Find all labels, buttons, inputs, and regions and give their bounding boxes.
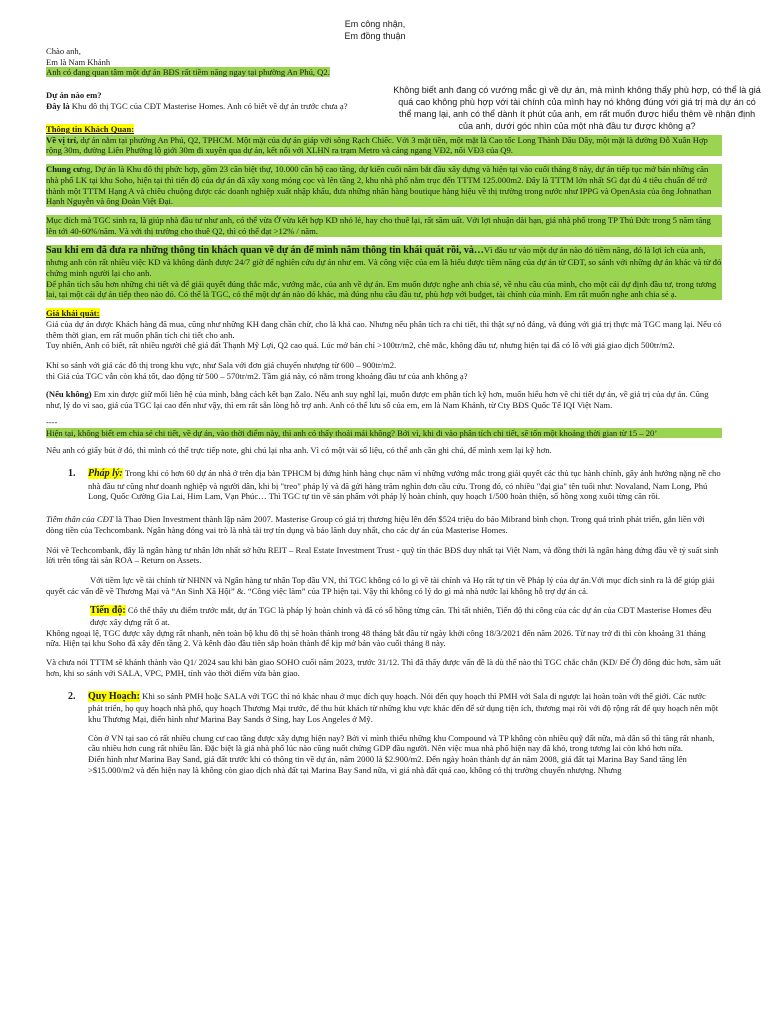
- no-case-lead: (Nếu không): [46, 389, 92, 400]
- purpose-text: Mục đích mà TGC sinh ra, là giúp nhà đầu tư như anh, có thể vừa Ở vừa kết hợp KD nhỏ lẻ, hay cho thuê lại, rất sầm uất. Với lợi nhuận dài hạn, giá nhà phố trong TP Thủ Đức trong 5 năm tăng lên tới 40-60%/năm. Và với thị trường cho thuê Q2, thì có thể đạt >12% / năm.: [46, 215, 722, 236]
- price-p3: Khi so sánh với giá các đô thị trong khu vực, như Sala với đơn giá chuyển nhượng từ 600 – 900tr/m2.: [46, 359, 397, 370]
- progress-section: [46, 605, 722, 679]
- document-body: [46, 124, 722, 776]
- info-section: [46, 124, 722, 156]
- legal-item: [46, 468, 722, 502]
- document-header: [320, 18, 430, 42]
- header-line-1: Em công nhận,: [344, 19, 406, 29]
- finance-p3: Với tiềm lực về tài chính từ NHNN và Ngân hàng tư nhân Top đầu VN, thì TGC không có lo gì về tài chính và Họ rất tự tin về Pháp lý của dự án.Với mục đích sinh ra là để giúp giải quyết các vấn đề về Thương Mại và “An Sinh Xã Hội” &. “Công việc làm” của TP hiện tại. Vậy thì không có lý do gì mà nhà nước lại không hỗ trợ dự án cả.: [46, 575, 715, 596]
- legal-number: 1.: [68, 468, 76, 480]
- purpose-section: [46, 215, 722, 236]
- price-section: [46, 308, 722, 381]
- intro-answer: Khu đô thị TGC của CĐT Masterise Homes. Anh có biết về dự án trước chưa ạ?: [71, 100, 348, 111]
- price-p4: thì Giá của TGC vẫn còn khá tốt, dao động từ 500 – 570tr/m2. Tầm giá này, có nằm trong khoảng đầu tư của anh không ạ?: [46, 370, 468, 381]
- planning-item: [46, 691, 722, 776]
- followup-text-2: Để phân tích sâu hơn những chi tiết và để giải quyết đúng thắc mắc, vướng mắc, của anh về dự án. Em muốn được nghe anh chia sẻ, về nhu cầu của mình, cho một cái dự định đầu tư, trong tương lai, tại một cái dự án tiếp theo nào đó. Có thể là TGC, có thể một dự án nào đó khác, mà đúng nhu cầu đầu tư, phù hợp với budget, tài chính của mình. Em rất muốn nghe anh chia sẻ ạ.: [46, 279, 722, 300]
- progress-text: Có thể thấy ưu điểm trước mắt, dự án TGC là pháp lý hoàn chỉnh và đã có sổ hồng từng căn. Thì tất nhiên, Tiến độ thi công của các dự án của CĐT Masterise Homes đều được xây dựng rất ổ at.: [90, 604, 712, 627]
- apartment-text: ng, Dự án là Khu đô thị phức hợp, gồm 23 căn biệt thự, 10.000 căn hộ cao tầng, dự kiến cuối năm bắt đầu xây dựng và hiện tại vào cuối tháng 8 này, dự án tiếp tục mở bán những căn nhà phố LK tại khu Soho, hiện tại thì tiến độ của dự án đã xây xong móng cọc và lên tầng 2, khu nhà phố nằm trục đến TTTM 125.000m2. Đây là TTTM lớn nhất SG đạt đủ 4 tiêu chuẩn để trở thành một TTTM Hạng A và chiêu chuộng được các doanh nghiệp xuất nhập khẩu, đưa những nhãn hàng boutique hàng hiệu về thị trường trong nước như IPPG và OpenAsia của ông Johnathan Hạnh Nguyễn và ông Đoàn Việt Đại.: [46, 164, 712, 207]
- side-note: Không biết anh đang có vướng mắc gì về dự án, mà mình không thấy phù hợp, có thể là giá quá cao không phù hợp với tài chính của mình hay nó không đúng với giá trị mà dự án có thể mang lại, anh có thể dành ít phút của anh, em rất muốn được hiểu thêm về nhận định của anh, dưới góc nhìn của một nhà đầu tư được không ạ?: [393, 85, 761, 132]
- followup-text-1: Vì đầu tư vào một dự án nào đó tiềm năng, đó là lợi ích của anh, nhưng anh còn rất nhiều việc KD và không dành được 24/7 giờ để nghiên cứu dự án như em. Và công việc của em là hiểu được tiềm năng của dự án từ CĐT, so sánh với những dự án khác và từ đó chứng minh người lại cho anh.: [46, 244, 722, 278]
- divider: ----: [46, 416, 58, 427]
- legal-text: Trong khi có hơn 60 dự án nhà ở trên địa bàn TPHCM bị đứng hình hàng chục năm vì những vướng mắc trong giải quyết các thủ tục hành chính, gây ảnh hưởng nặng nề cho nhà đầu tư cũng như doanh nghiệp và người dân, khi bị "treo" pháp lý và đã gửi hàng trăm nghìn đơn cầu cứu. Trong đó, có nhiều "đại gia" tên tuổi như: Novaland, Nam Long, Phú Long, Quốc Cường Gia Lai, Him Lam, Vạn Phúc… Thì TGC tự tin về sản phẩm với pháp lý hoàn chỉnh, quy hoạch 1/500 hoàn thiện, sổ hồng xong xuôi từng căn rồi.: [88, 468, 721, 502]
- no-case-section: [46, 389, 722, 456]
- progress-title: Tiến độ:: [90, 604, 126, 616]
- info-title: Thông tin Khách Quan:: [46, 124, 135, 134]
- intro-question: Dự án nào em?: [46, 90, 102, 100]
- header-line-2: Em đồng thuận: [344, 31, 406, 42]
- apartment-section: [46, 164, 722, 207]
- followup-section: [46, 245, 722, 300]
- legal-title: Pháp lý:: [88, 468, 123, 480]
- greeting-hello: Chào anh,: [46, 46, 81, 56]
- info-location-lead: Về vị trí,: [46, 134, 79, 145]
- no-case-text: Em xin được giữ mối liên hệ của mình, bằng cách kết bạn Zalo. Nếu anh suy nghĩ lại, muốn được em phân tích kỹ hơn, muốn hiểu hơn về chi tiết dự án, về giá trị của dự án. Cũng như, lý do vì sao, giá của TGC lại cao đến như vậy, thì em rất sẵn lòng hỗ trợ anh. Anh có thể lưu số của em, em là Nam Khánh, từ Cty BĐS Quốc Tế IQI Việt Nam.: [46, 389, 709, 411]
- greeting-project: Anh có đang quan tâm một dự án BĐS rất tiềm năng ngay tại phường An Phú, Q2.: [46, 67, 330, 78]
- price-p1: Giá của dự án được Khách hàng đã mua, cũng như những KH đang chần chừ, cho là khá cao. Nhưng nếu phân tích ra chi tiết, thì thật sự nó đáng, và đúng với giá trị thực mà TGC mang lại. Nếu có thêm thời gian, em rất muốn phân tích chi tiết cho anh.: [46, 318, 722, 340]
- progress-p2: Không ngoại lệ, TGC được xây dựng rất nhanh, nên toàn bộ khu đô thị sẽ hoàn thành trong 48 tháng bắt đầu từ ngày khởi công 18/3/2021 đến năm 2026. Từ nay trở đi thì còn khoảng 31 tháng nữa. Hiện tại khu Soho đã xây đến tầng 2. Và kênh đào đầu tiên sắp hoàn thành để kịp mở bán vào cuối tháng 8 này.: [46, 627, 706, 649]
- progress-p3: Và chưa nói TTTM sẽ khánh thành vào Q1/ 2024 sau khi bàn giao SOHO cuối năm 2023, trước 31/12. Thì đã thấy được vấn đề là dù thế nào thì TGC chắc chắn (KD/ Để Ở) đông đúc hơn, sầm uất hơn, khi so sánh với SALA, VPC, PMH, tính vào thời điểm vừa bàn giao.: [46, 657, 721, 678]
- followup-lead: Sau khi em đã đưa ra những thông tin khách quan về dự án để mình nắm thông tin khái quát rồi, và…: [46, 244, 484, 256]
- apartment-lead: Chung cư: [46, 164, 82, 175]
- price-p2: Tuy nhiên, Anh có biết, rất nhiều người chê giá đất Thạnh Mỹ Lợi, Q2 cao quá. Lúc mở bán chỉ >100tr/m2, chê mắc, không đầu tư, nhưng hiện tại đã có lô với giá giao dịch 500tr/m2.: [46, 340, 675, 351]
- planning-number: 2.: [68, 690, 76, 702]
- finance-lead: Tiềm thân của CĐT: [46, 514, 114, 525]
- no-case-highlight: Hiện tại, không biết em chia sẻ chi tiết, về dự án, vào thời điểm này, thì anh có thấy thoải mái không? Bởi vì, khi đi vào phân tích chi tiết, sẽ tốn một khoảng thời gian từ 15 – 20’: [46, 428, 722, 439]
- price-title: Giá khái quát:: [46, 308, 100, 319]
- no-case-note: Nếu anh có giấy bút ở đó, thì mình có thể trực tiếp note, ghi chú lại nha anh. Vì có một vài số liệu, có thể anh cần ghi chú, để mình xem lại kỹ hơn.: [46, 445, 552, 456]
- finance-section: [46, 514, 722, 596]
- greeting-block: [46, 46, 386, 78]
- finance-p1: là Thao Dien Investment thành lập năm 2007. Masterise Group có giá trị thương hiệu lên đến $524 triệu do báo Mibrand bình chọn. Trong quá trình phát triển, gắn liền với dòng tiền của Techcombank. Ngân hàng đóng vai trò là nhà tài trợ tín dụng và bảo lãnh duy nhất, cho các dự án của Masterise Homes.: [46, 514, 705, 535]
- planning-title: Quy Hoạch:: [88, 690, 140, 702]
- finance-p2: Nói về Techcombank, đây là ngân hàng tư nhân lớn nhất sở hữu REIT – Real Estate Investment Trust - quỹ tín thác BĐS duy nhất tại Việt Nam, và đồng thời là ngân hàng đứng đầu về tỷ suất sinh lời trên tổng tài sản ROA – Return on Assets.: [46, 544, 719, 566]
- planning-p2: Còn ở VN tại sao có rất nhiều chung cư cao tầng được xây dựng hiện nay? Bởi vì mình thiếu những khu Compound và TP không còn nhiều quỹ đất nữa, mà dân số thì tăng rất nhanh, cầu nhiều hơn cung rất nhiều lần. Đặc biệt là giá nhà phố lúc nào cũng nuốt chửng GDP đầu người. Nên việc mua nhà phố hiện nay đã khó, trong tương lai còn khó hơn nữa.: [88, 732, 715, 754]
- info-location-text: dự án nằm tại phường An Phú, Q2, TPHCM. Một mặt của dự án giáp với sông Rạch Chiếc. Với 3 mặt tiền, một mặt là Cao tốc Long Thành Dầu Dây, một mặt là đường Đỗ Xuân Hợp rộng 30m, đường Liên Phường lộ giới 30m đi xuyên qua dự án, kết nối với XLHN ra trạm Metro và cảng ngang VĐ2, nối VĐ3 của Q9.: [46, 134, 708, 156]
- planning-p3: Điển hình như Marina Bay Sand, giá đất trước khi có thông tin về dự án, năm 2000 là $2.900/m2. Đến ngày hoàn thành dự án năm 2008, giá đất tại Marina Bay Sand tăng lên >$15.000/m2 và đến hiện nay là không còn giao dịch nhà đất tại Marina Bay Sand nữa, vì giá nhà đất quá cao, không có thị trường chuyển nhượng. Nhưng: [88, 754, 687, 775]
- intro-answer-lead: Đây là: [46, 100, 70, 111]
- greeting-name: Em là Nam Khánh: [46, 56, 111, 67]
- intro-block: [46, 90, 386, 111]
- planning-text: Khi so sánh PMH hoặc SALA với TGC thì nó khác nhau ở mục đích quy hoạch. Nói đến quy hoạch thì PMH với Sala đi ngược lại hoàn toàn với thế giới. Các nước phát triển, họ quy hoạch nhà phố, quy hoạch Thương Mại trước, để thu hút khách từ những khu vực khác đến để sử dụng tiện ích, thương mại rồi với độ rộng rất để quy hoạch nên một khu Thương Mại, điển hình như Marina Bay Sands ở Sing, hay Los Angeles ở Mỹ.: [88, 690, 719, 724]
